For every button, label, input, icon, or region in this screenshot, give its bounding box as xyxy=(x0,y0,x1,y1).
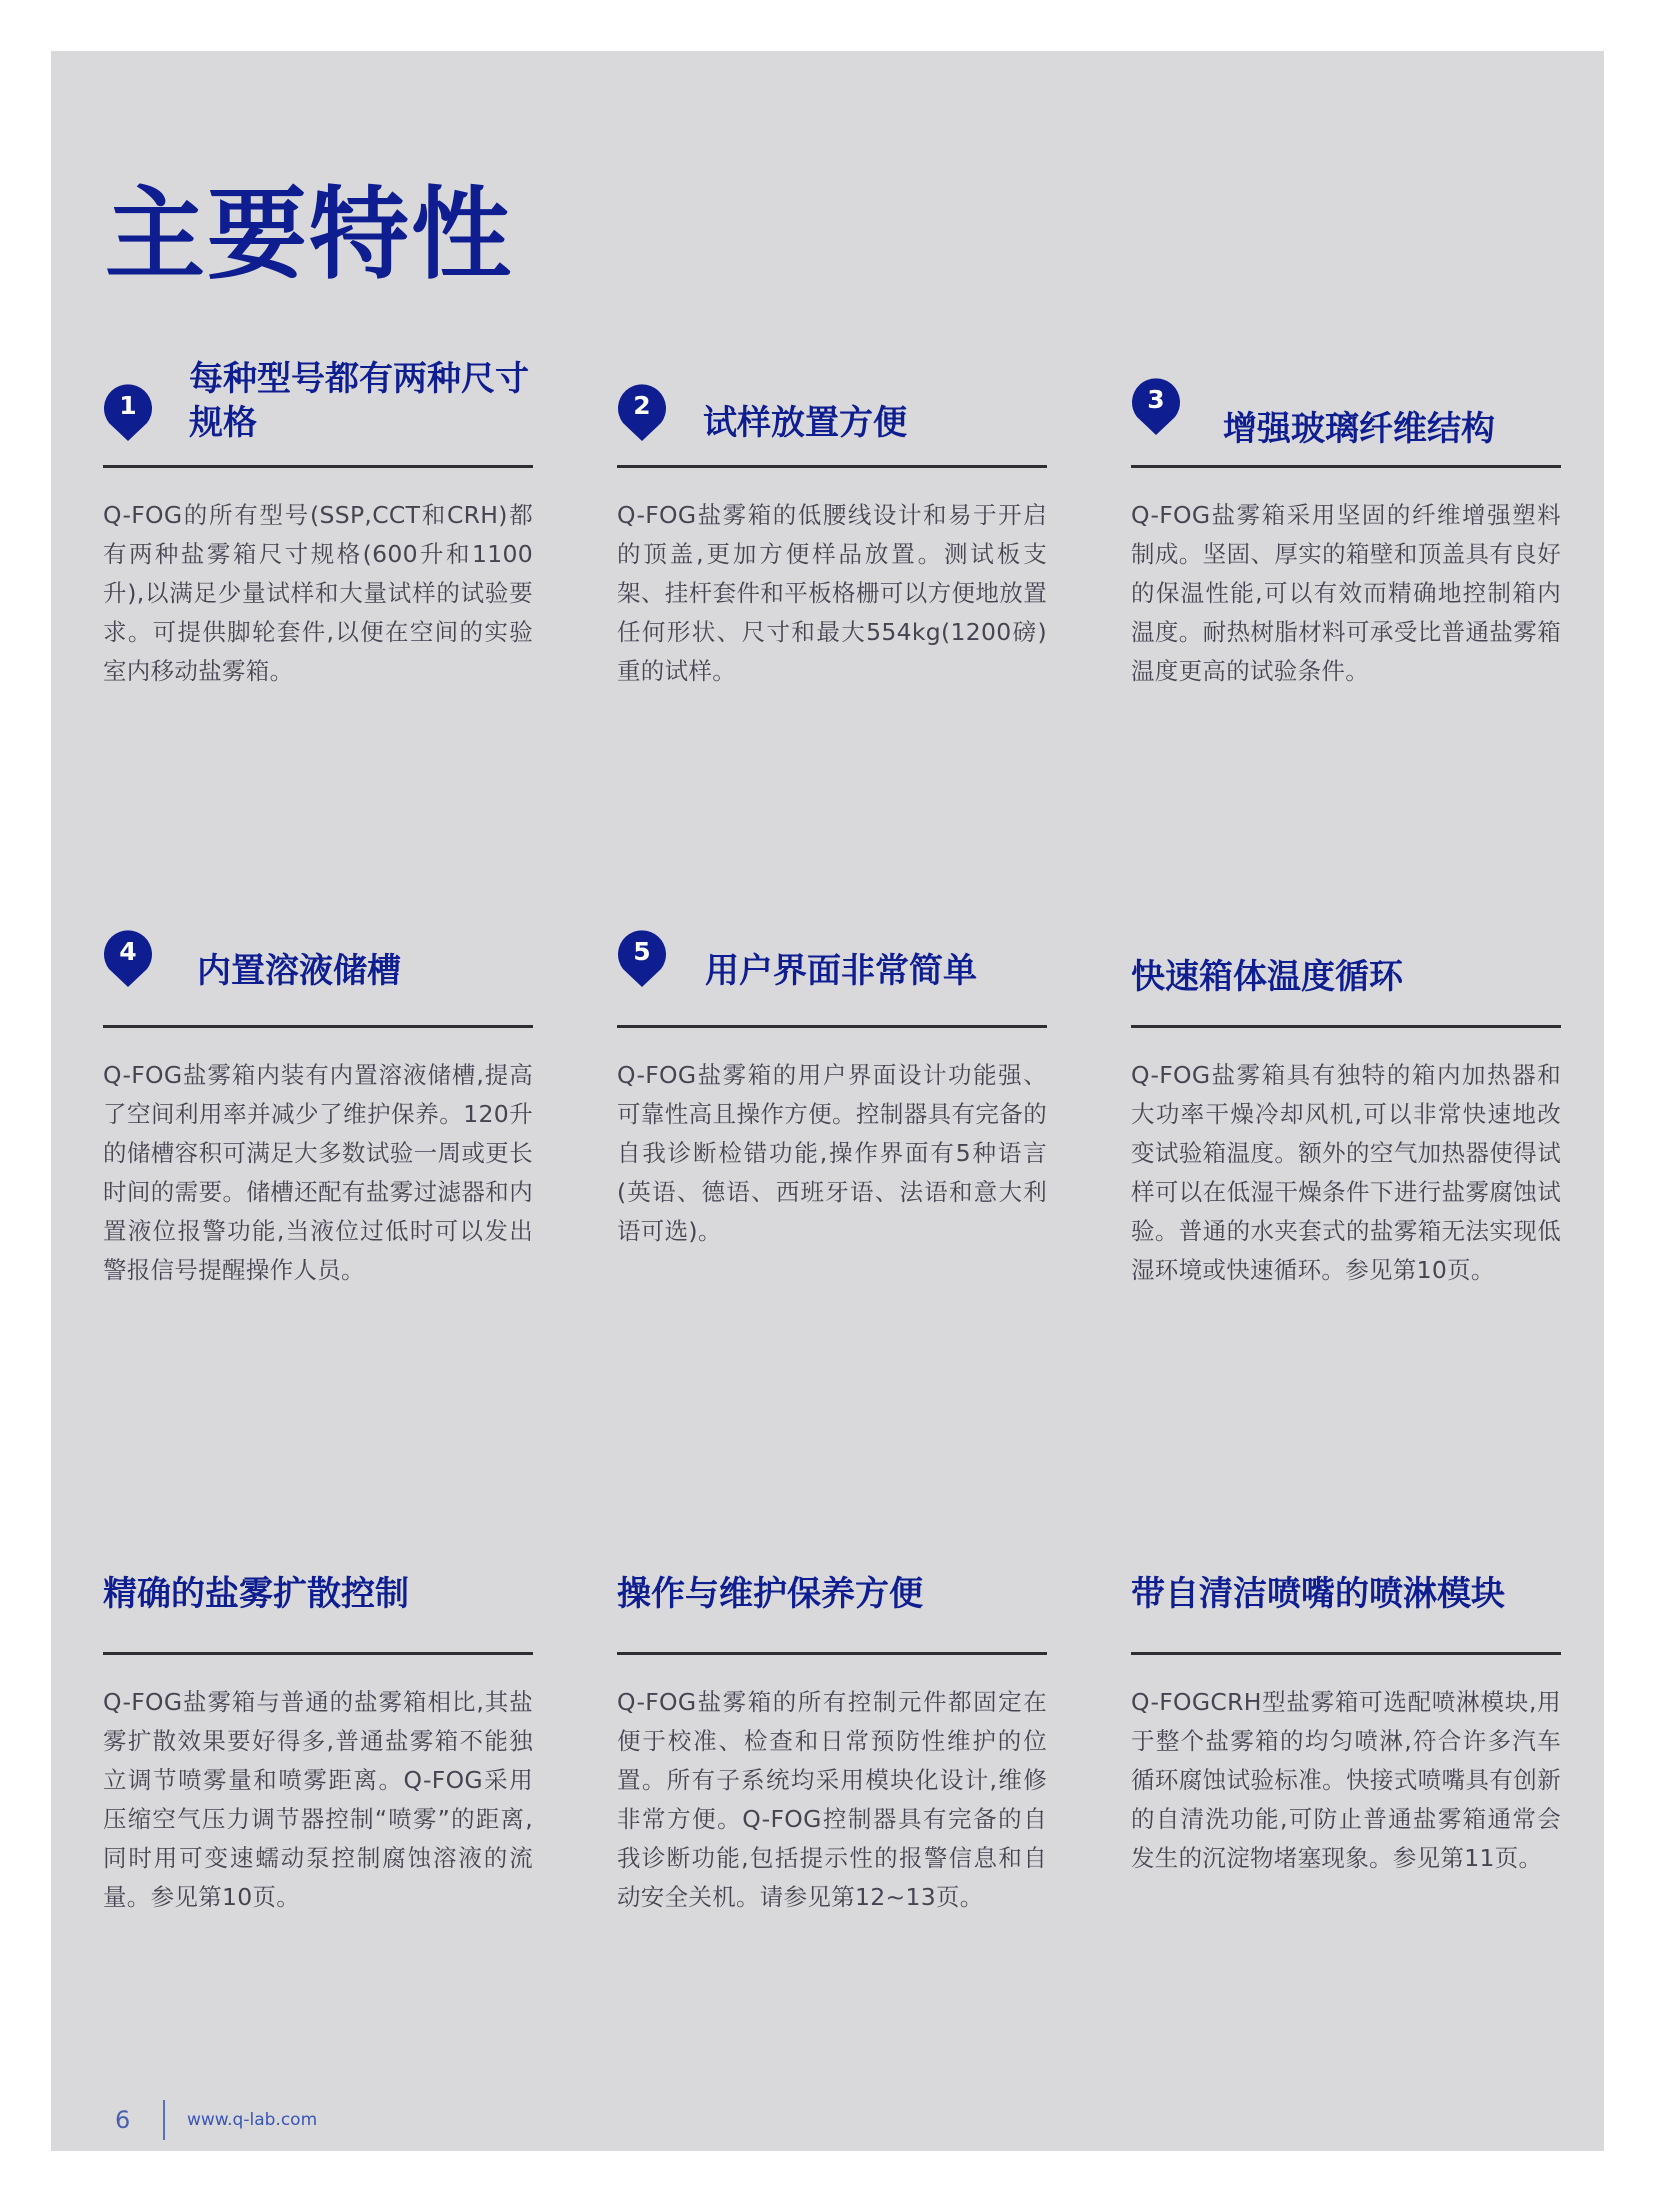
badge-number: 3 xyxy=(1147,385,1165,414)
divider xyxy=(1131,465,1561,468)
feature-5 xyxy=(617,917,1047,1275)
feature-header xyxy=(1131,1544,1561,1652)
page-title: 主要特性 xyxy=(105,176,513,293)
feature-header xyxy=(103,355,533,465)
page-number: 6 xyxy=(115,2106,131,2134)
feature-header xyxy=(103,1544,533,1652)
badge-number: 4 xyxy=(119,937,137,966)
divider xyxy=(103,465,533,468)
website-link[interactable]: www.q-lab.com xyxy=(187,2110,318,2130)
page-footer xyxy=(115,2100,317,2140)
divider xyxy=(1131,1652,1561,1655)
feature-header xyxy=(1131,355,1561,465)
feature-2 xyxy=(617,355,1047,715)
feature-title: 快速箱体温度循环 xyxy=(1131,957,1403,997)
divider xyxy=(617,1025,1047,1028)
feature-body: Q-FOG盐雾箱的所有控制元件都固定在便于校准、检查和日常预防性维护的位置。所有子系统均采用模块化设计,维修非常方便。Q-FOG控制器具有完备的自我诊断功能,包括提示性的报警信息和自动安全关机。请参见第12~13页。 xyxy=(617,1688,1047,1911)
feature-title: 每种型号都有两种尺寸规格 xyxy=(189,359,529,443)
feature-body: Q-FOG盐雾箱的用户界面设计功能强、可靠性高且操作方便。控制器具有完备的自我诊断检错功能,操作界面有5种语言(英语、德语、西班牙语、法语和意大利语可选)。 xyxy=(617,1061,1047,1245)
feature-4 xyxy=(103,917,533,1314)
number-badge-icon xyxy=(103,383,153,443)
feature-header xyxy=(1131,917,1561,1025)
feature-header xyxy=(617,1544,1047,1652)
divider xyxy=(617,465,1047,468)
feature-body: Q-FOG盐雾箱的低腰线设计和易于开启的顶盖,更加方便样品放置。测试板支架、挂杆套件和平板格栅可以方便地放置任何形状、尺寸和最大554kg(1200磅)重的试样。 xyxy=(617,501,1047,685)
divider xyxy=(103,1025,533,1028)
feature-body: Q-FOG的所有型号(SSP,CCT和CRH)都有两种盐雾箱尺寸规格(600升和1100升),以满足少量试样和大量试样的试验要求。可提供脚轮套件,以便在空间的实验室内移动盐雾箱。 xyxy=(103,501,533,685)
feature-body: Q-FOG盐雾箱内装有内置溶液储槽,提高了空间利用率并减少了维护保养。120升的储槽容积可满足大多数试验一周或更长时间的需要。储槽还配有盐雾过滤器和内置液位报警功能,当液位过低时可以发出警报信号提醒操作人员。 xyxy=(103,1061,533,1284)
feature-body: Q-FOG盐雾箱与普通的盐雾箱相比,其盐雾扩散效果要好得多,普通盐雾箱不能独立调节喷雾量和喷雾距离。Q-FOG采用压缩空气压力调节器控制“喷雾”的距离,同时用可变速蠕动泵控制腐蚀溶液的流量。参见第10页。 xyxy=(103,1688,533,1911)
number-badge-icon xyxy=(1131,377,1181,437)
feature-body: Q-FOG盐雾箱具有独特的箱内加热器和大功率干燥冷却风机,可以非常快速地改变试验箱温度。额外的空气加热器使得试样可以在低湿干燥条件下进行盐雾腐蚀试验。普通的水夹套式的盐雾箱无法实现低湿环境或快速循环。参见第10页。 xyxy=(1131,1061,1561,1284)
divider xyxy=(1131,1025,1561,1028)
footer-divider xyxy=(163,2100,165,2140)
feature-header xyxy=(617,355,1047,465)
feature-title: 精确的盐雾扩散控制 xyxy=(103,1574,409,1614)
feature-6 xyxy=(1131,917,1561,1314)
feature-body: Q-FOG盐雾箱采用坚固的纤维增强塑料制成。坚固、厚实的箱壁和顶盖具有良好的保温性能,可以有效而精确地控制箱内温度。耐热树脂材料可承受比普通盐雾箱温度更高的试验条件。 xyxy=(1131,501,1561,685)
feature-title: 试样放置方便 xyxy=(703,403,907,443)
divider xyxy=(617,1652,1047,1655)
feature-title: 内置溶液储槽 xyxy=(197,951,401,991)
feature-header xyxy=(103,917,533,1025)
feature-body: Q-FOGCRH型盐雾箱可选配喷淋模块,用于整个盐雾箱的均匀喷淋,符合许多汽车循环腐蚀试验标准。快接式喷嘴具有创新的自清洗功能,可防止普通盐雾箱通常会发生的沉淀物堵塞现象。参见第11页。 xyxy=(1131,1688,1561,1872)
feature-1 xyxy=(103,355,533,715)
number-badge-icon xyxy=(617,383,667,443)
number-badge-icon xyxy=(617,929,667,989)
feature-7 xyxy=(103,1544,533,1941)
feature-3 xyxy=(1131,355,1561,715)
feature-header xyxy=(617,917,1047,1025)
feature-title: 带自清洁喷嘴的喷淋模块 xyxy=(1131,1574,1505,1614)
feature-title: 操作与维护保养方便 xyxy=(617,1574,923,1614)
feature-9 xyxy=(1131,1544,1561,1902)
feature-title: 用户界面非常简单 xyxy=(705,951,977,991)
divider xyxy=(103,1652,533,1655)
feature-8 xyxy=(617,1544,1047,1941)
badge-number: 1 xyxy=(119,391,137,420)
badge-number: 2 xyxy=(633,391,651,420)
number-badge-icon xyxy=(103,929,153,989)
feature-title: 增强玻璃纤维结构 xyxy=(1223,409,1495,449)
badge-number: 5 xyxy=(633,937,651,966)
